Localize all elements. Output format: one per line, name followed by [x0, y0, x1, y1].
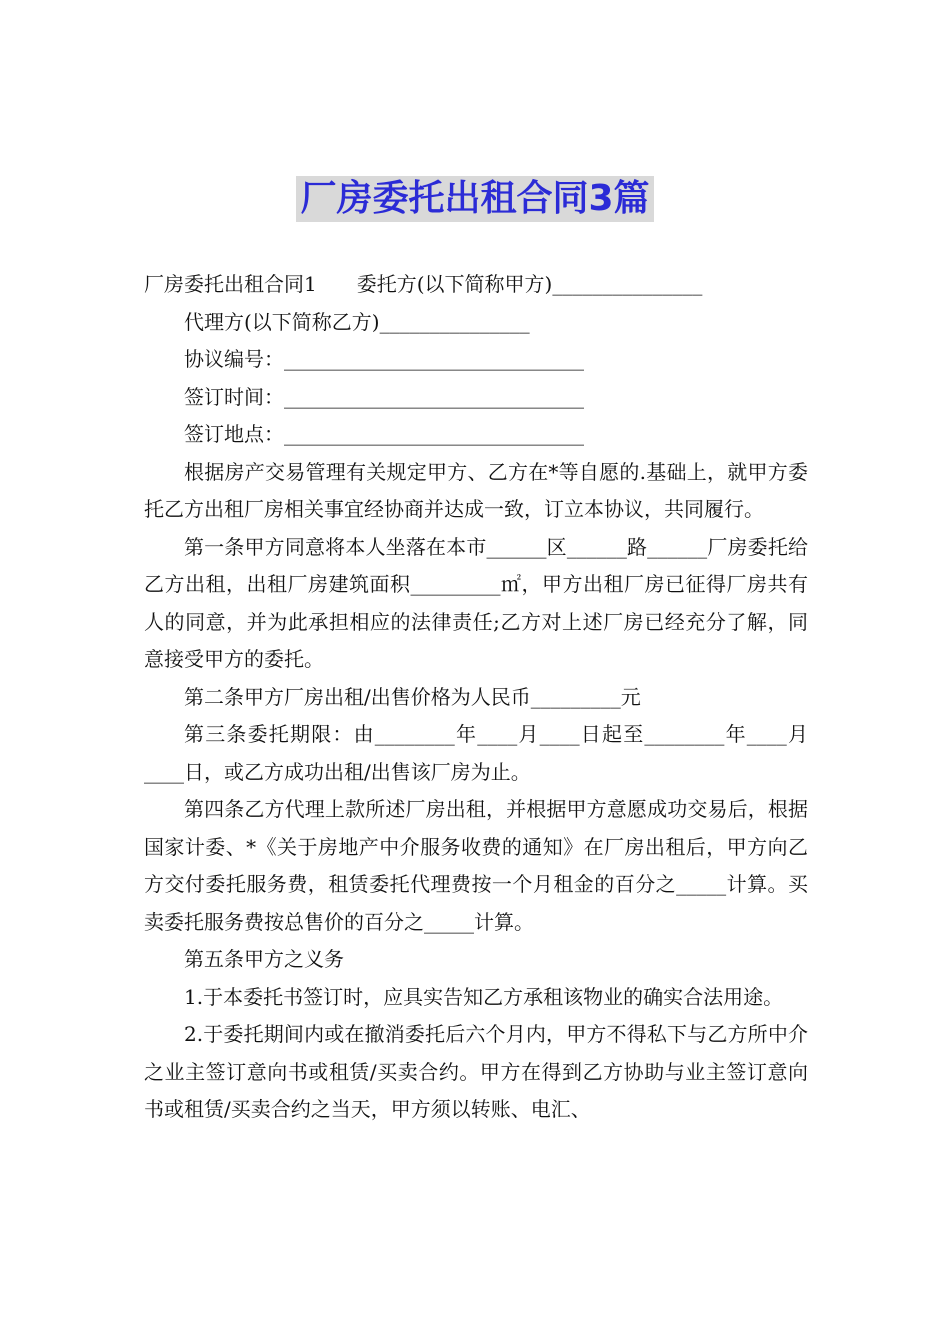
paragraph: 第四条乙方代理上款所述厂房出租，并根据甲方意愿成功交易后，根据国家计委、*《关于房地产中介服务收费的通知》在厂房出租后，甲方向乙方交付委托服务费，租赁委托代理费按一个月租金的百分之_____计算。买卖委托服务费按总售价的百分之_____计算。 [144, 797, 808, 934]
paragraph: 根据房产交易管理有关规定甲方、乙方在*等自愿的.基础上，就甲方委托乙方出租厂房相关事宜经协商并达成一致，订立本协议，共同履行。 [144, 459, 808, 521]
paragraph: 第五条甲方之义务 [184, 947, 344, 971]
paragraph: 签订地点：______________________________ [184, 422, 584, 446]
paragraph: 代理方(以下简称乙方)_______________ [184, 309, 530, 334]
paragraph: 第二条甲方厂房出租/出售价格为人民币_________元 [184, 684, 641, 709]
paragraph: 第一条甲方同意将本人坐落在本市______区______路______厂房委托给乙方出租，出租厂房建筑面积_________㎡，甲方出租厂房已征得厂房共有人的同意，并为此承担相应的法律责任;乙方对上述厂房已经充分了解，同意接受甲方的委托。 [144, 534, 808, 671]
paragraph: 1.于本委托书签订时，应具实告知乙方承租该物业的确实合法用途。 [184, 984, 784, 1009]
document-body [144, 266, 808, 1129]
document-title-wrap [0, 176, 950, 222]
paragraph: 协议编号：______________________________ [184, 347, 584, 371]
paragraph: 签订时间：______________________________ [184, 384, 584, 409]
paragraph: 厂房委托出租合同1 委托方(以下简称甲方)_______________ [144, 272, 703, 296]
document-title: 厂房委托出租合同3篇 [296, 176, 653, 222]
paragraph: 第三条委托期限：由________年____月____日起至________年____月____日，或乙方成功出租/出售该厂房为止。 [144, 722, 808, 784]
paragraph: 2.于委托期间内或在撤消委托后六个月内，甲方不得私下与乙方所中介之业主签订意向书或租赁/买卖合约。甲方在得到乙方协助与业主签订意向书或租赁/买卖合约之当天，甲方须以转账、电汇、 [144, 1022, 808, 1121]
